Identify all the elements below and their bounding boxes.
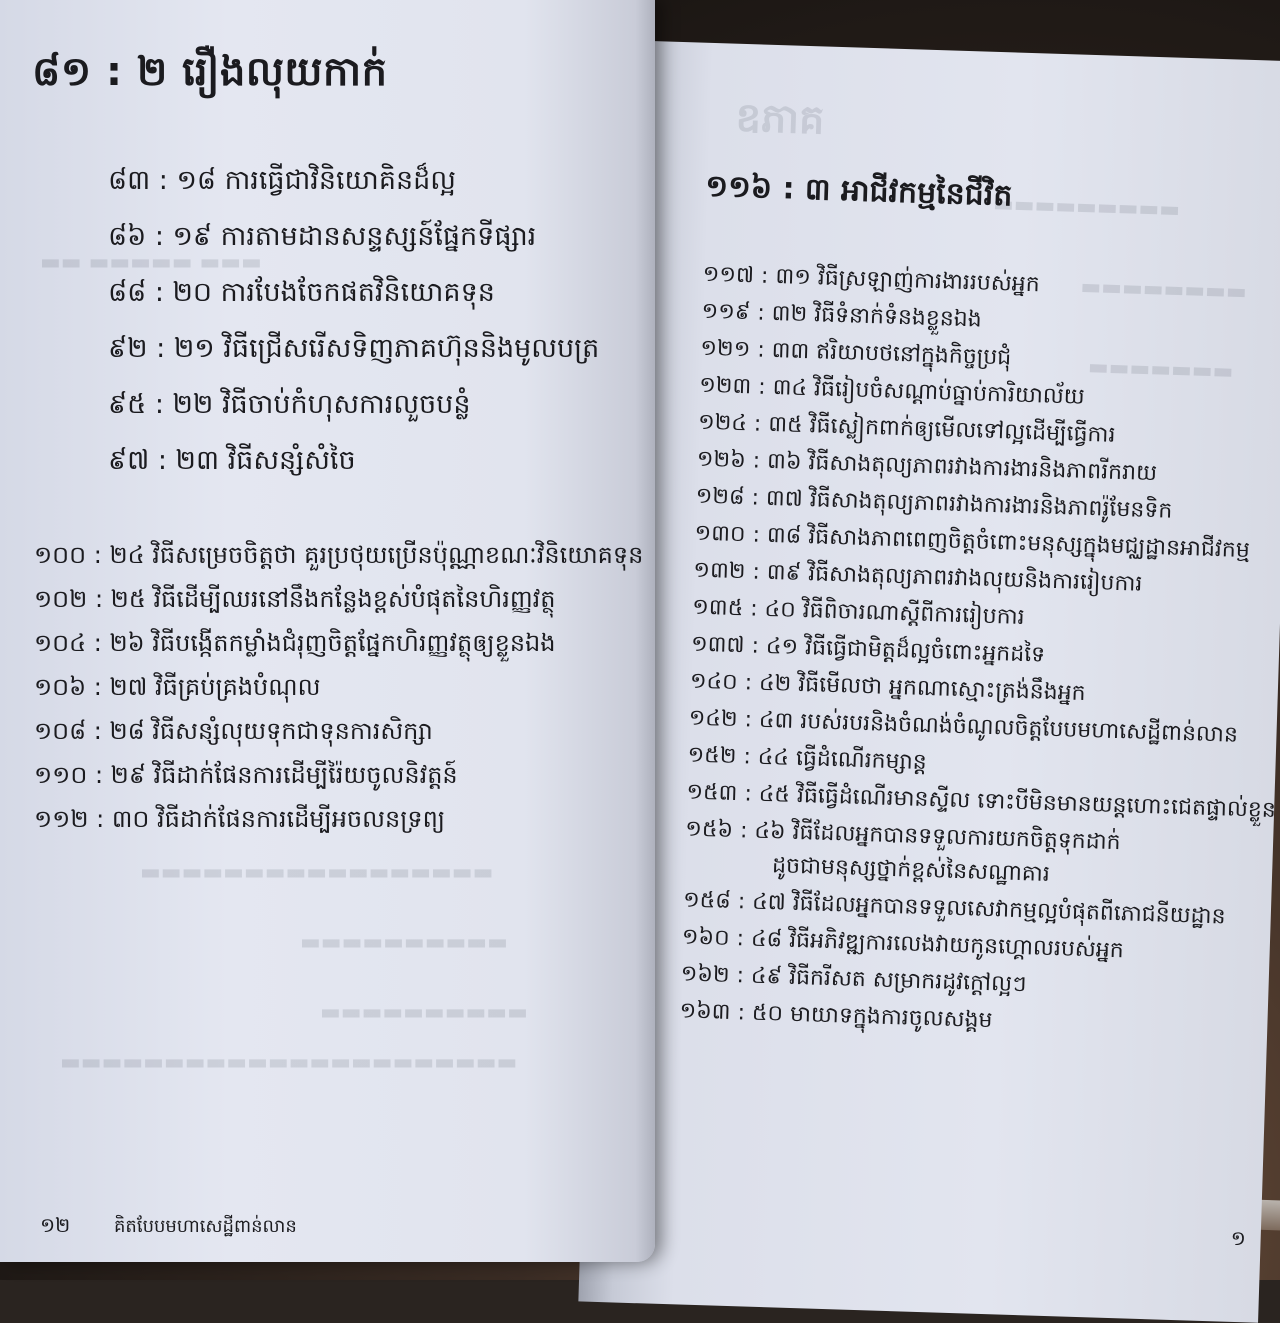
section-title: ៨១ : ២ រឿងលុយកាក់: [32, 49, 388, 95]
toc-entry: ១៤០ : ៤២ វិធីមើលថា អ្នកណាស្មោះត្រង់នឹងអ្នក: [689, 668, 1087, 707]
toc-entry: ១៥៣ : ៤៥ វិធីធ្វើដំណើរមានស្ទីល ទោះបីមិនមានយន្តហោះជេតផ្ទាល់ខ្លួន: [686, 779, 1277, 824]
toc-entry: ១២១ : ៣៣ ឥរិយាបថនៅក្នុងកិច្ចប្រជុំ: [699, 335, 1012, 371]
toc-entry: ១២៤ : ៣៥ វិធីស្លៀកពាក់ឲ្យមើលទៅល្អដើម្បីធ្វើការ: [697, 409, 1116, 448]
toc-entry: ៨៣ : ១៨ ការធ្វើជាវិនិយោគិនដ៏ល្អ: [108, 165, 456, 196]
page-number: ១: [1230, 1225, 1247, 1251]
bleed-through-text: ▬▬▬▬▬▬▬: [1087, 354, 1234, 385]
toc-entry: ១៦២ : ៤៩ វិធីករីសត សម្រាករដូវក្តៅល្អៗ: [680, 961, 1027, 998]
toc-entry: ១០៤ : ២៦ វិធីបង្កើតកម្លាំងជំរុញចិត្តផ្នែកហិរញ្ញវត្ថុឲ្យខ្លួនឯង: [34, 629, 556, 657]
toc-entry: ១០០ : ២៤ វិធីសម្រេចចិត្តថា គួរប្រថុយប្រើនប៉ុណ្ណាខណៈវិនិយោគទុន: [34, 541, 644, 569]
toc-entry: ៩២ : ២១ វិធីជ្រើសរើសទិញភាគហ៊ុននិងមូលបត្រ: [108, 333, 600, 364]
bleed-through-text: ▬▬▬▬▬▬▬▬▬: [992, 191, 1181, 223]
toc-entry: ១១០ : ២៩ វិធីដាក់ផែនការដើម្បីរ៉ៃយចូលនិវត្តន៍: [34, 761, 458, 789]
bleed-through-text: ▬▬▬▬▬▬▬▬▬▬: [320, 1000, 528, 1025]
toc-entry: ១៣៥ : ៤០ វិធីពិចារណាស្តីពីការរៀបការ: [691, 594, 1025, 631]
book-title-footer: គិតបែបមហាសេដ្ឋីពាន់លាន: [114, 1216, 297, 1237]
right-page: [578, 40, 1280, 1323]
page-number: ១២: [40, 1213, 71, 1237]
bleed-through-text: ឧភាគ: [734, 94, 826, 144]
left-page: [0, 0, 655, 1262]
toc-entry: ១៤២ : ៤៣ របស់របរនិងចំណង់ចំណូលចិត្តបែបមហាសេដ្ឋីពាន់លាន: [688, 705, 1239, 748]
toc-entry: ១០៦ : ២៧ វិធីគ្រប់គ្រងបំណុល: [34, 673, 321, 701]
toc-entry: ១៥៦ : ៤៦ វិធីដែលអ្នកបានទទួលការយកចិត្តទុកដាក់: [684, 816, 1121, 856]
toc-entry: ១៣០ : ៣៨ វិធីសាងភាពពេញចិត្តចំពោះមនុស្សក្នុងមជ្ឈដ្ឋានអាជីវកម្ម: [694, 520, 1251, 564]
toc-entry-continuation: ដូចជាមនុស្សថ្នាក់ខ្ពស់នៃសណ្ឋាគារ: [771, 853, 1051, 887]
toc-entry: ១១៩ : ៣២ វិធីទំនាក់ទំនងខ្លួនឯង: [701, 298, 983, 333]
toc-entry: ១៣៧ : ៤១ វិធីធ្វើជាមិត្តដ៏ល្អចំពោះអ្នកដទៃ: [690, 631, 1046, 668]
bleed-through-text: ▬▬▬▬▬▬▬▬: [1080, 274, 1248, 305]
toc-entry: ១២៣ : ៣៤ វិធីរៀបចំសណ្តាប់ធ្នាប់ការិយាល័យ: [698, 372, 1086, 410]
bleed-through-text: ▬▬▬▬▬▬▬▬▬▬: [300, 930, 508, 955]
section-title: ១១៦ : ៣ អាជីវកម្មនៃជីវិត: [704, 168, 1013, 214]
bleed-through-text: ▬▬ ▬▬▬▬▬ ▬▬▬: [40, 250, 262, 275]
toc-entry: ១៦០ : ៤៨ វិធីអភិវឌ្ឍការលេងវាយកូនហ្គោលរបស់អ្នក: [681, 924, 1125, 964]
toc-entry: ៩៥ : ២២ វិធីចាប់កំហុសការលួចបន្លំ: [108, 389, 471, 420]
toc-entry: ១១២ : ៣០ វិធីដាក់ផែនការដើម្បីអចលនទ្រព្យ: [34, 805, 446, 833]
bleed-through-text: ▬▬▬▬▬▬▬▬▬▬▬▬▬▬▬▬▬: [140, 860, 494, 885]
toc-entry: ១៣២ : ៣៩ វិធីសាងតុល្យភាពរវាងលុយនិងការរៀបការ: [692, 557, 1143, 597]
toc-entry: ៩៧ : ២៣ វិធីសន្សំសំចៃ: [108, 445, 356, 476]
bleed-through-text: ▬▬▬▬▬▬▬▬▬▬▬▬▬▬▬▬▬▬▬▬▬▬: [60, 1050, 518, 1075]
toc-entry: ១៦៣ : ៥០ មាយាទក្នុងការចូលសង្គម: [679, 998, 993, 1034]
toc-entry: ១០៨ : ២៨ វិធីសន្សំលុយទុកជាទុនការសិក្សា: [34, 717, 433, 745]
toc-entry: ១២៦ : ៣៦ វិធីសាងតុល្យភាពរវាងការងារនិងភាពរីករាយ: [696, 446, 1158, 487]
toc-entry: ១៥៨ : ៤៧ វិធីដែលអ្នកបានទទួលសេវាកម្មល្អបំផុតពីភោជនីយដ្ឋាន: [682, 887, 1226, 930]
toc-entry: ៨៨ : ២០ ការបែងចែកផតវិនិយោគទុន: [108, 277, 495, 308]
toc-entry: ១៥២ : ៤៤ ធ្វើដំណើរកម្សាន្ត: [687, 742, 928, 776]
toc-entry: ១១៧ : ៣១ វិធីស្រឡាញ់ការងាររបស់អ្នក: [702, 261, 1041, 298]
toc-entry: ១០២ : ២៥ វិធីដើម្បីឈរនៅនឹងកន្លែងខ្ពស់បំផុតនៃហិរញ្ញវត្ថុ: [34, 585, 556, 613]
toc-entry: ១២៨ : ៣៧ វិធីសាងតុល្យភាពរវាងការងារនិងភាពរ៉ូមែនទិក: [695, 483, 1173, 524]
toc-entry: ៨៦ : ១៩ ការតាមដានសន្ទស្សន៍ផ្នែកទីផ្សារ: [108, 221, 537, 252]
